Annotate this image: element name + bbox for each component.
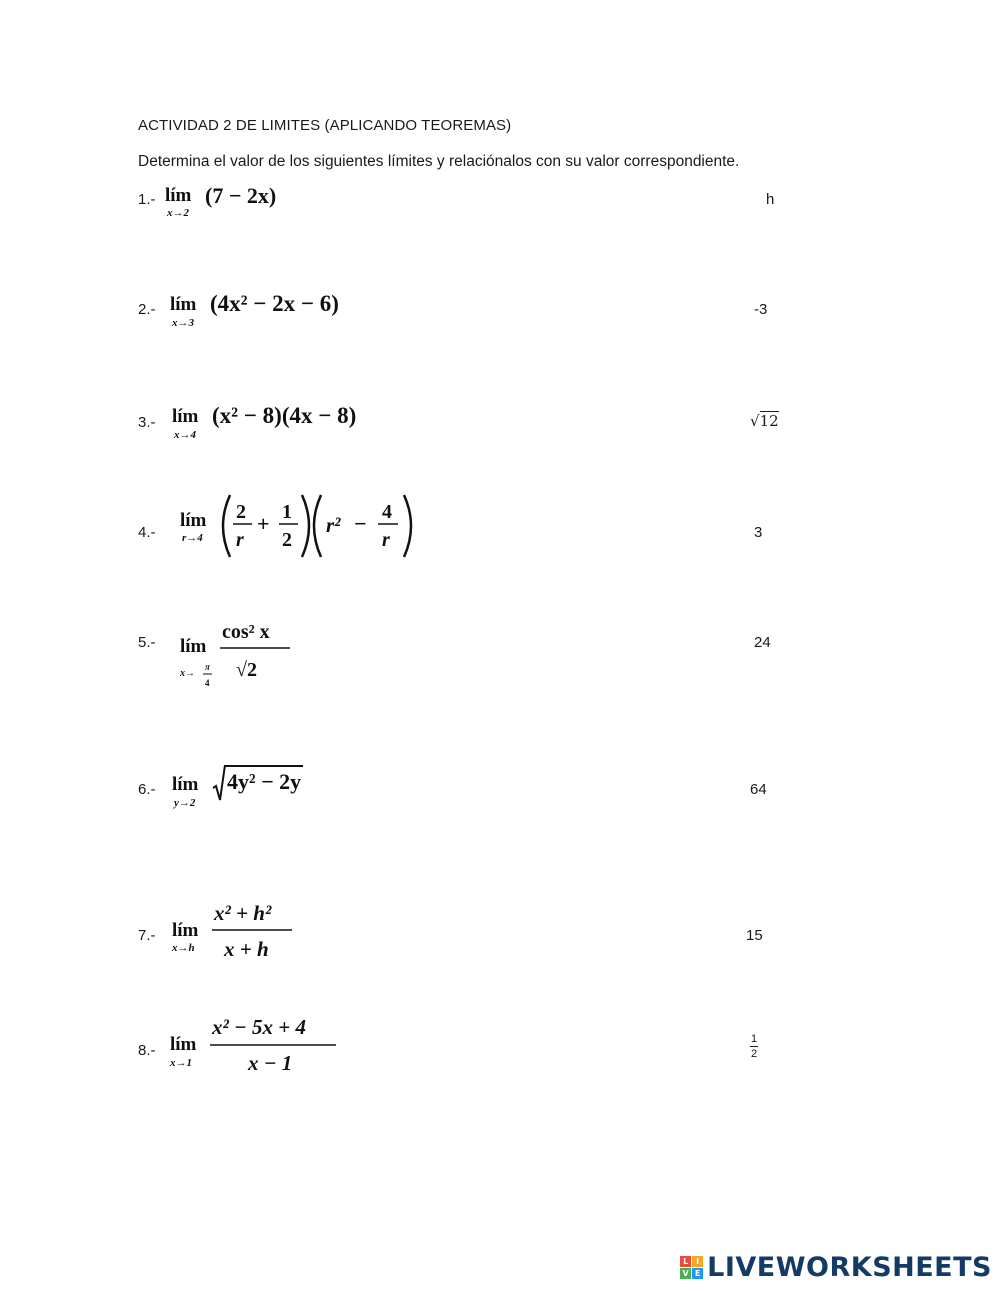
- frac-den: 2: [282, 529, 292, 551]
- big-paren-close: [302, 495, 309, 557]
- frac-den: x + h: [224, 937, 269, 961]
- problem-number: 4.-: [138, 524, 156, 541]
- answer-sqrt12: [750, 412, 779, 430]
- lim-sub-num: π: [205, 662, 210, 672]
- limit-expression-6: [172, 764, 342, 814]
- lim-sub: x→h: [172, 942, 195, 954]
- answer-fraction: [749, 1033, 759, 1060]
- problem-number: 2.-: [138, 301, 156, 318]
- lim-sub: x→4: [174, 429, 196, 441]
- problem-number: 6.-: [138, 781, 156, 798]
- instructions: Determina el valor de los siguientes límites y relaciónalos con su valor correspondiente.: [138, 153, 740, 170]
- lim-body: (4x² − 2x − 6): [210, 291, 339, 316]
- lim-word: lím: [170, 1034, 197, 1055]
- frac-den: r: [382, 529, 390, 551]
- limit-expression-2: [170, 290, 390, 336]
- logo-letter: E: [692, 1268, 703, 1279]
- term-r-squared: r²: [326, 513, 341, 537]
- radical-sign: √: [750, 412, 760, 430]
- limit-expression-8: [168, 1012, 343, 1087]
- fraction-num: 1: [750, 1033, 758, 1045]
- frac-den: x − 1: [248, 1051, 293, 1075]
- big-paren-open: [223, 495, 230, 557]
- lim-word: lím: [172, 920, 199, 941]
- lim-word: lím: [170, 294, 197, 315]
- radicand: 12: [759, 412, 779, 430]
- lim-word: lím: [180, 636, 207, 657]
- logo-letter: L: [680, 1256, 691, 1267]
- limit-expression-5: [178, 618, 298, 703]
- frac-num: 4: [382, 501, 392, 523]
- plus-sign: +: [257, 511, 270, 536]
- frac-num: cos² x: [222, 621, 270, 643]
- frac-num: x² + h²: [214, 901, 272, 925]
- radical-icon: [212, 764, 226, 804]
- lim-word: lím: [172, 774, 199, 795]
- big-paren-open: [314, 495, 321, 557]
- lim-sub-den: 4: [205, 678, 210, 688]
- limit-expression-7: [170, 896, 300, 971]
- problem-number: 1.-: [138, 191, 156, 208]
- lim-sub: x→1: [170, 1057, 192, 1069]
- logo-text: LIVEWORKSHEETS: [707, 1252, 992, 1283]
- limit-expression-4: [178, 490, 418, 569]
- lim-word: lím: [172, 406, 199, 427]
- answer-option: 24: [754, 634, 771, 651]
- lim-body: (x² − 8)(4x − 8): [212, 403, 357, 428]
- limit-expression-3: [172, 402, 412, 448]
- big-paren-close: [404, 495, 411, 557]
- frac-den: r: [236, 529, 244, 551]
- answer-option: h: [766, 191, 775, 208]
- answer-option: 15: [746, 927, 763, 944]
- limit-expression-1: [165, 183, 325, 227]
- frac-den: √2: [236, 659, 257, 681]
- liveworksheets-logo: [680, 1252, 992, 1283]
- lim-word: lím: [165, 185, 192, 206]
- frac-num: x² − 5x + 4: [212, 1015, 306, 1039]
- lim-word: lím: [180, 510, 207, 531]
- fraction-den: 2: [750, 1048, 758, 1060]
- logo-letter: V: [680, 1268, 691, 1279]
- lim-sub: x→: [180, 668, 195, 679]
- worksheet-title: ACTIVIDAD 2 DE LIMITES (APLICANDO TEOREMAS): [138, 117, 512, 134]
- minus-sign: −: [354, 511, 367, 536]
- lim-body: 4y² − 2y: [227, 769, 302, 794]
- logo-letter: I: [692, 1256, 703, 1267]
- fraction-bar: [750, 1046, 758, 1047]
- problem-number: 8.-: [138, 1042, 156, 1059]
- answer-option: 3: [754, 524, 763, 541]
- lim-body: (7 − 2x): [205, 183, 277, 208]
- lim-sub: x→2: [167, 207, 189, 219]
- lim-sub: x→3: [172, 317, 194, 329]
- lim-sub: y→2: [174, 797, 196, 809]
- frac-num: 2: [236, 501, 246, 523]
- problem-number: 3.-: [138, 414, 156, 431]
- problem-number: 7.-: [138, 927, 156, 944]
- problem-number: 5.-: [138, 634, 156, 651]
- frac-num: 1: [282, 501, 292, 523]
- logo-mark: [680, 1256, 703, 1279]
- lim-sub: r→4: [182, 532, 203, 544]
- answer-option: 64: [750, 781, 767, 798]
- answer-option: -3: [754, 301, 768, 318]
